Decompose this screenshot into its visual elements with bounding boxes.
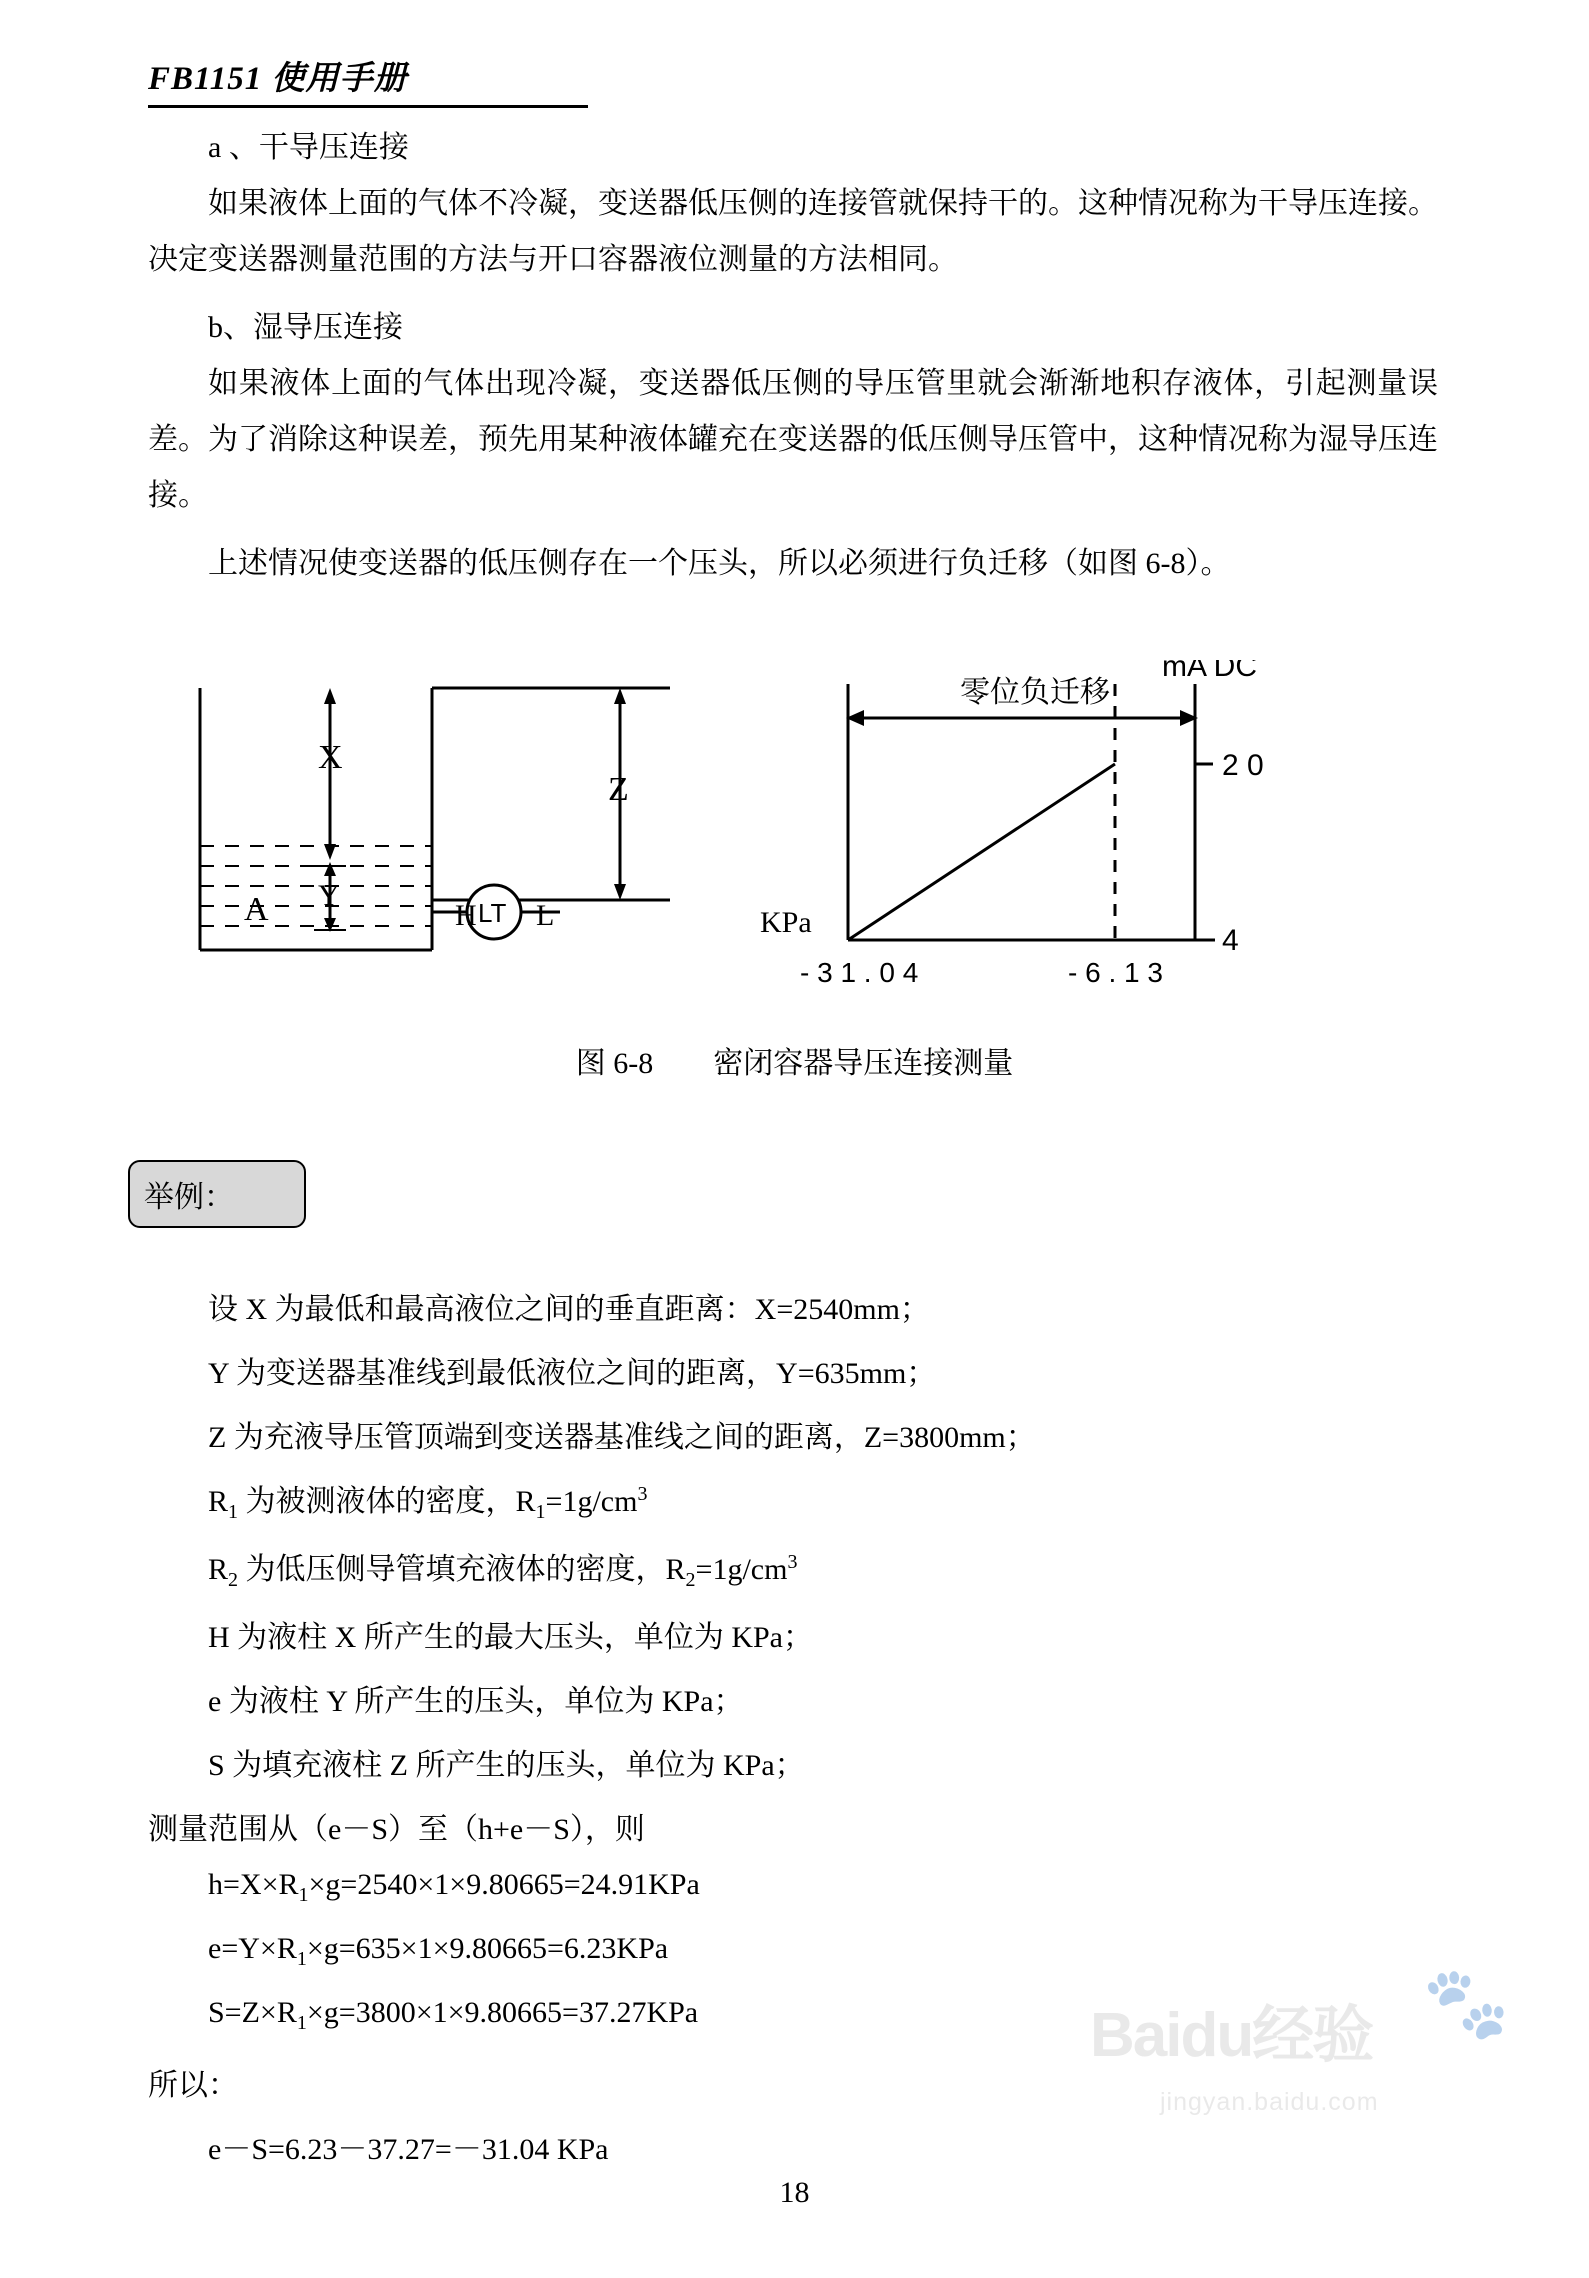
paw-icon: 🐾 bbox=[1422, 1966, 1510, 2043]
r1-text: 为被测液体的密度，R bbox=[238, 1485, 536, 1518]
equation-e bbox=[208, 1932, 668, 1971]
chart-x-left: - 3 1 . 0 4 bbox=[800, 957, 919, 988]
example-line-z: Z 为充液导压管顶端到变送器基准线之间的距离，Z=3800mm； bbox=[208, 1421, 1036, 1454]
equation-e-subscript: 1 bbox=[296, 1948, 307, 1970]
equation-s-rhs: ×g=3800×1×9.80665=37.27KPa bbox=[306, 1996, 699, 2029]
equation-s-lhs: S=Z×R bbox=[208, 1996, 297, 2029]
equation-h-rhs: ×g=2540×1×9.80665=24.91KPa bbox=[308, 1868, 700, 1901]
label-port-H: H bbox=[455, 899, 477, 932]
section-a-body: 如果液体上面的气体不冷凝，变送器低压侧的连接管就保持干的。这种情况称为干导压连接。决定变送器测量范围的方法与开口容器液位测量的方法相同。 bbox=[148, 187, 1438, 276]
section-a-heading: a 、干导压连接 bbox=[208, 131, 409, 164]
example-label-box bbox=[128, 1160, 306, 1228]
page-header bbox=[148, 52, 588, 108]
example-range-line: 测量范围从（e－S）至（h+e－S），则 bbox=[148, 1813, 645, 1846]
r2-text: 为低压侧导管填充液体的密度，R bbox=[238, 1553, 686, 1586]
figure-6-8 bbox=[0, 660, 1589, 1090]
example-line-x: 设 X 为最低和最高液位之间的垂直距离：X=2540mm； bbox=[208, 1293, 930, 1326]
equation-h-subscript: 1 bbox=[298, 1884, 309, 1906]
label-dim-Y: Y bbox=[318, 879, 340, 912]
example-line-s: S 为填充液柱 Z 所产生的压头，单位为 KPa； bbox=[208, 1749, 805, 1782]
equation-s-subscript: 1 bbox=[296, 2012, 307, 2034]
example-line-r2 bbox=[208, 1544, 797, 1592]
example-line-y: Y 为变送器基准线到最低液位之间的距离，Y=635mm； bbox=[208, 1357, 937, 1390]
r1-symbol: R bbox=[208, 1485, 229, 1518]
watermark-sub: jingyan.baidu.com bbox=[1160, 2088, 1379, 2116]
chart-x-right: - 6 . 1 3 bbox=[1068, 957, 1163, 988]
r2-symbol: R bbox=[208, 1553, 229, 1586]
equation-h bbox=[208, 1868, 700, 1907]
watermark bbox=[1090, 1966, 1520, 2145]
r1-value: =1g/cm bbox=[545, 1485, 638, 1518]
chart-x-unit: KPa bbox=[760, 906, 812, 939]
chart-arrow-label: 零位负迁移 bbox=[960, 676, 1110, 709]
r1-superscript: 3 bbox=[637, 1483, 648, 1505]
r1-subscript-2: 1 bbox=[535, 1501, 546, 1523]
chart-y-bottom: 4 bbox=[1222, 924, 1239, 957]
label-port-L: L bbox=[536, 899, 555, 932]
equation-e-rhs: ×g=635×1×9.80665=6.23KPa bbox=[306, 1932, 669, 1965]
r2-subscript: 2 bbox=[228, 1569, 239, 1591]
label-dim-Z: Z bbox=[608, 771, 629, 808]
example-line-e: e 为液柱 Y 所产生的压头，单位为 KPa； bbox=[208, 1685, 744, 1718]
figure-caption-text: 密闭容器导压连接测量 bbox=[713, 1047, 1014, 1080]
label-transmitter: LT bbox=[478, 898, 507, 928]
figure-svg bbox=[0, 660, 1589, 1090]
header-rule bbox=[148, 105, 588, 108]
figure-caption-number: 图 6-8 bbox=[575, 1047, 654, 1080]
manual-title: FB1151 使用手册 bbox=[148, 61, 408, 97]
section-b-body: 如果液体上面的气体出现冷凝，变送器低压侧的导压管里就会渐渐地积存液体，引起测量误差。为了消除这种误差，预先用某种液体罐充在变送器的低压侧导压管中，这种情况称为湿导压连接。 bbox=[148, 367, 1438, 512]
r1-subscript: 1 bbox=[228, 1501, 239, 1523]
therefore-line: 所以： bbox=[148, 2069, 238, 2102]
figure-caption bbox=[0, 1038, 1589, 1082]
example-label-text: 举例： bbox=[144, 1181, 234, 1214]
r2-subscript-2: 2 bbox=[685, 1569, 696, 1591]
example-line-h: H 为液柱 X 所产生的最大压头，单位为 KPa； bbox=[208, 1621, 813, 1654]
chart-y-unit: mA DC bbox=[1162, 660, 1258, 683]
section-b-heading: b、湿导压连接 bbox=[208, 311, 403, 344]
example-line-r1 bbox=[208, 1476, 647, 1524]
section-c-body: 上述情况使变送器的低压侧存在一个压头，所以必须进行负迁移（如图 6-8）。 bbox=[208, 547, 1231, 580]
r2-superscript: 3 bbox=[787, 1551, 798, 1573]
equation-h-lhs: h=X×R bbox=[208, 1868, 299, 1901]
chart-y-top: 2 0 bbox=[1222, 749, 1264, 782]
watermark-main: Baidu经验 bbox=[1090, 2001, 1373, 2070]
r2-value: =1g/cm bbox=[695, 1553, 788, 1586]
label-dim-X: X bbox=[318, 739, 343, 776]
label-tank-A: A bbox=[244, 891, 269, 928]
result-line: e－S=6.23－37.27=－31.04 KPa bbox=[208, 2133, 609, 2166]
page-number: 18 bbox=[779, 2176, 810, 2209]
equation-e-lhs: e=Y×R bbox=[208, 1932, 297, 1965]
equation-s bbox=[208, 1996, 698, 2035]
